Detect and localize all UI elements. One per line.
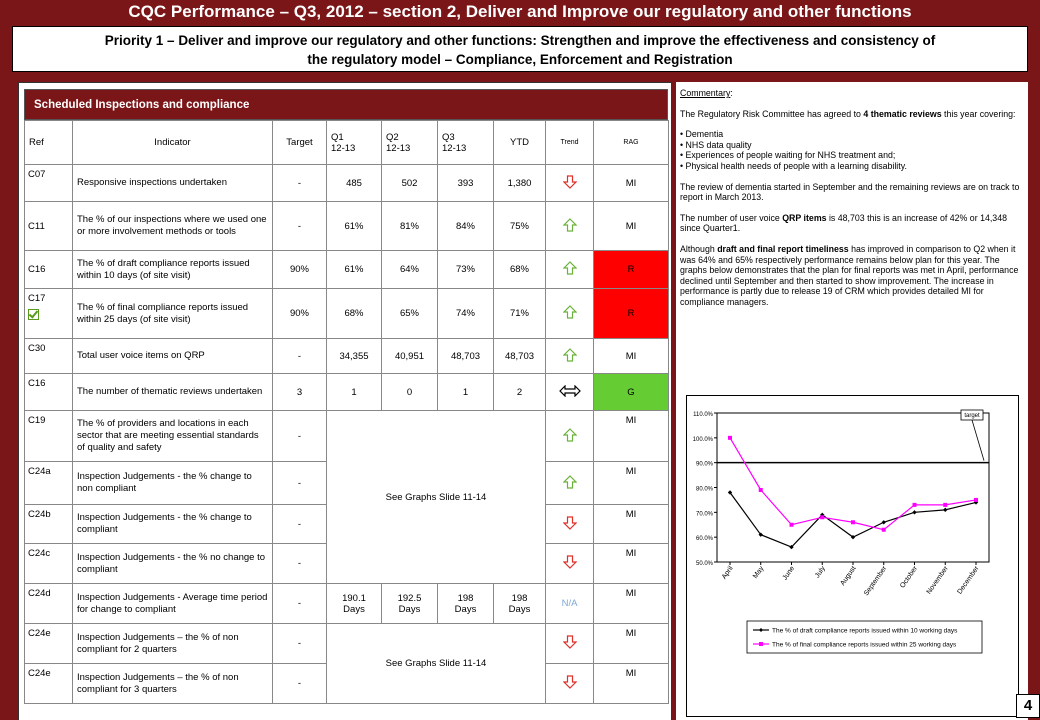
row-indicator: Inspection Judgements - the % change to compliant [73,505,273,544]
row-q2: 64% [382,251,438,289]
row-target: - [273,664,327,704]
kpi-table [24,120,669,704]
row-indicator: Inspection Judgements – the % of non compliant for 2 quarters [73,624,273,664]
y-tick-label: 70.0% [695,511,713,518]
page-title: CQC Performance – Q3, 2012 – section 2, Deliver and Improve our regulatory and other functions [128,2,912,21]
row-target: - [273,202,327,251]
row-trend [546,624,594,664]
row-q3: 74% [438,289,494,339]
list-item: • Dementia [680,129,724,140]
commentary-p3: The number of user voice QRP items is 48,703 this is an increase of 42% or 14,348 since Quarter1. [680,212,1007,234]
row-ref: C16 [25,374,73,411]
row-target: 90% [273,289,327,339]
y-tick-label: 80.0% [695,486,713,493]
row-q2: 40,951 [382,339,438,374]
col-q3: Q3 12-13 [438,121,494,165]
row-ref: C16 [25,251,73,289]
table-row [25,624,669,664]
table-row [25,411,669,462]
x-tick-label: September [863,565,889,598]
plot-area [717,413,989,562]
row-trend [546,165,594,202]
row-indicator: The % of providers and locations in each sector that are meeting essential standards of quality and safety [73,411,273,462]
row-ytd: 48,703 [494,339,546,374]
up-arrow-icon [563,428,577,445]
down-arrow-icon [563,516,577,533]
row-q3: 393 [438,165,494,202]
row-trend [546,411,594,462]
commentary-text [680,88,1024,318]
up-arrow-icon [563,218,577,235]
row-indicator: Inspection Judgements – the % of non compliant for 3 quarters [73,664,273,704]
data-point [790,523,794,527]
table-row [25,584,669,624]
row-q1: 61% [327,251,382,289]
table-row [25,374,669,411]
data-point [820,515,824,519]
legend-label: The % of final compliance reports issued within 25 working days [772,641,957,649]
row-q2: 0 [382,374,438,411]
table-row [25,202,669,251]
row-trend [546,505,594,544]
line-chart-svg [687,396,1018,716]
x-tick-label: May [752,565,766,580]
row-trend [546,462,594,505]
row-trend [546,289,594,339]
col-ytd: YTD [494,121,546,165]
row-q1: 190.1 Days [327,584,382,624]
target-label: target [964,413,980,419]
row-rag: MI [594,202,669,251]
x-tick-label: April [720,565,735,581]
row-ref: C24a [25,462,73,505]
row-ytd: 2 [494,374,546,411]
up-arrow-icon [563,305,577,322]
row-q2: 502 [382,165,438,202]
timeliness-chart [686,395,1019,717]
row-rag: G [594,374,669,411]
row-target: - [273,339,327,374]
row-indicator: The % of draft compliance reports issued within 10 days (of site visit) [73,251,273,289]
row-trend: N/A [546,584,594,624]
up-arrow-icon [563,348,577,365]
row-q1: 1 [327,374,382,411]
row-q1: 34,355 [327,339,382,374]
x-tick-label: October [899,565,920,590]
list-item: • Experiences of people waiting for NHS treatment and; [680,150,896,161]
row-q1: 68% [327,289,382,339]
row-q3: 84% [438,202,494,251]
row-q3: 73% [438,251,494,289]
row-q2: 81% [382,202,438,251]
row-rag: R [594,289,669,339]
up-arrow-icon [563,475,577,492]
row-trend [546,544,594,584]
row-rag: MI [594,339,669,374]
row-rag: MI [594,411,669,462]
row-rag: MI [594,462,669,505]
see-graphs-note: See Graphs Slide 11-14 [327,624,546,704]
row-indicator: Inspection Judgements - the % no change to compliant [73,544,273,584]
table-header-row [25,121,669,165]
row-indicator: Inspection Judgements - Average time period for change to compliant [73,584,273,624]
commentary-p2: The review of dementia started in September and the remaining reviews are on track to report in March 2013. [680,181,1020,203]
row-ref: C24e [25,624,73,664]
checkmark-icon [28,309,39,320]
row-ref: C30 [25,339,73,374]
row-indicator: The % of final compliance reports issued within 25 days (of site visit) [73,289,273,339]
row-rag: MI [594,664,669,704]
row-target: - [273,462,327,505]
row-ref: C24e [25,664,73,704]
up-arrow-icon [563,261,577,278]
row-target: - [273,544,327,584]
left-right-arrow-icon [559,385,581,400]
row-target: - [273,165,327,202]
row-rag: R [594,251,669,289]
row-q2: 192.5 Days [382,584,438,624]
row-ref: C11 [25,202,73,251]
data-point [851,520,855,524]
row-ref: C19 [25,411,73,462]
down-arrow-icon [563,675,577,692]
col-indicator: Indicator [73,121,273,165]
x-tick-label: November [925,565,950,596]
commentary-bullets [680,129,1024,171]
row-ref: C24c [25,544,73,584]
x-tick-label: December [956,565,981,596]
row-indicator: The % of our inspections where we used one or more involvement methods or tools [73,202,273,251]
row-ref: C07 [25,165,73,202]
down-arrow-icon [563,555,577,572]
x-tick-label: July [814,565,827,580]
row-indicator: Total user voice items on QRP [73,339,273,374]
inspections-panel [18,82,672,720]
x-tick-label: August [839,565,858,588]
y-tick-label: 110.0% [693,412,713,418]
col-ref: Ref [25,121,73,165]
row-ref: C24b [25,505,73,544]
data-point [882,528,886,532]
down-arrow-icon [563,635,577,652]
x-tick-label: June [781,565,797,582]
priority-banner [12,26,1028,72]
legend-label: The % of draft compliance reports issued within 10 working days [772,627,958,635]
row-indicator: The number of thematic reviews undertaken [73,374,273,411]
y-tick-label: 60.0% [695,536,713,543]
commentary-panel [676,82,1028,720]
row-trend [546,339,594,374]
priority-line-2: the regulatory model – Compliance, Enforcement and Registration [307,52,733,67]
row-ytd: 75% [494,202,546,251]
row-target: - [273,505,327,544]
row-target: - [273,584,327,624]
data-point [728,436,732,440]
row-target: - [273,624,327,664]
row-target: - [273,411,327,462]
page-number: 4 [1016,694,1040,718]
row-ytd: 71% [494,289,546,339]
col-rag: RAG [594,121,669,165]
table-row [25,165,669,202]
list-item: • NHS data quality [680,139,752,150]
data-point [943,503,947,507]
row-trend [546,374,594,411]
commentary-p1: The Regulatory Risk Committee has agreed to 4 thematic reviews this year covering: [680,108,1016,119]
data-point [974,498,978,502]
row-rag: MI [594,165,669,202]
row-trend [546,664,594,704]
data-point [759,488,763,492]
see-graphs-note: See Graphs Slide 11-14 [327,411,546,584]
col-trend: Trend [546,121,594,165]
row-q2: 65% [382,289,438,339]
table-row [25,289,669,339]
down-arrow-icon [563,175,577,192]
row-q1: 485 [327,165,382,202]
list-item: • Physical health needs of people with a learning disability. [680,160,907,171]
y-tick-label: 50.0% [695,561,713,567]
row-ref: C24d [25,584,73,624]
data-point [913,503,917,507]
table-title: Scheduled Inspections and compliance [24,89,668,120]
y-tick-label: 90.0% [695,461,713,468]
row-ytd: 198 Days [494,584,546,624]
commentary-heading: Commentary: [680,88,733,98]
row-rag: MI [594,544,669,584]
col-q2: Q2 12-13 [382,121,438,165]
row-target: 90% [273,251,327,289]
row-q3: 1 [438,374,494,411]
row-ref: C17 [25,289,73,339]
col-target: Target [273,121,327,165]
row-q3: 198 Days [438,584,494,624]
commentary-p4: Although draft and final report timeliness has improved in comparison to Q2 when it was 64% and 65% respectively performance remains below plan for this year. The graphs below demonstrates that the plan for final reports was met in April, performance declined until September and then started to show improvement. The increase in performance is partly due to release 19 of CRM which provides detailed MI for compliance managers. [680,243,1019,307]
priority-line-1: Priority 1 – Deliver and improve our regulatory and other functions: Strengthen and improve the effectiveness and consistency of [104,33,936,48]
row-trend [546,202,594,251]
table-row [25,339,669,374]
row-indicator: Inspection Judgements - the % change to non compliant [73,462,273,505]
row-rag: MI [594,624,669,664]
row-q1: 61% [327,202,382,251]
col-q1: Q1 12-13 [327,121,382,165]
row-q3: 48,703 [438,339,494,374]
row-rag: MI [594,505,669,544]
y-tick-label: 100.0% [692,436,713,443]
legend-marker [759,642,763,646]
row-target: 3 [273,374,327,411]
row-indicator: Responsive inspections undertaken [73,165,273,202]
row-trend [546,251,594,289]
row-rag: MI [594,584,669,624]
row-ytd: 1,380 [494,165,546,202]
table-row [25,251,669,289]
row-ytd: 68% [494,251,546,289]
